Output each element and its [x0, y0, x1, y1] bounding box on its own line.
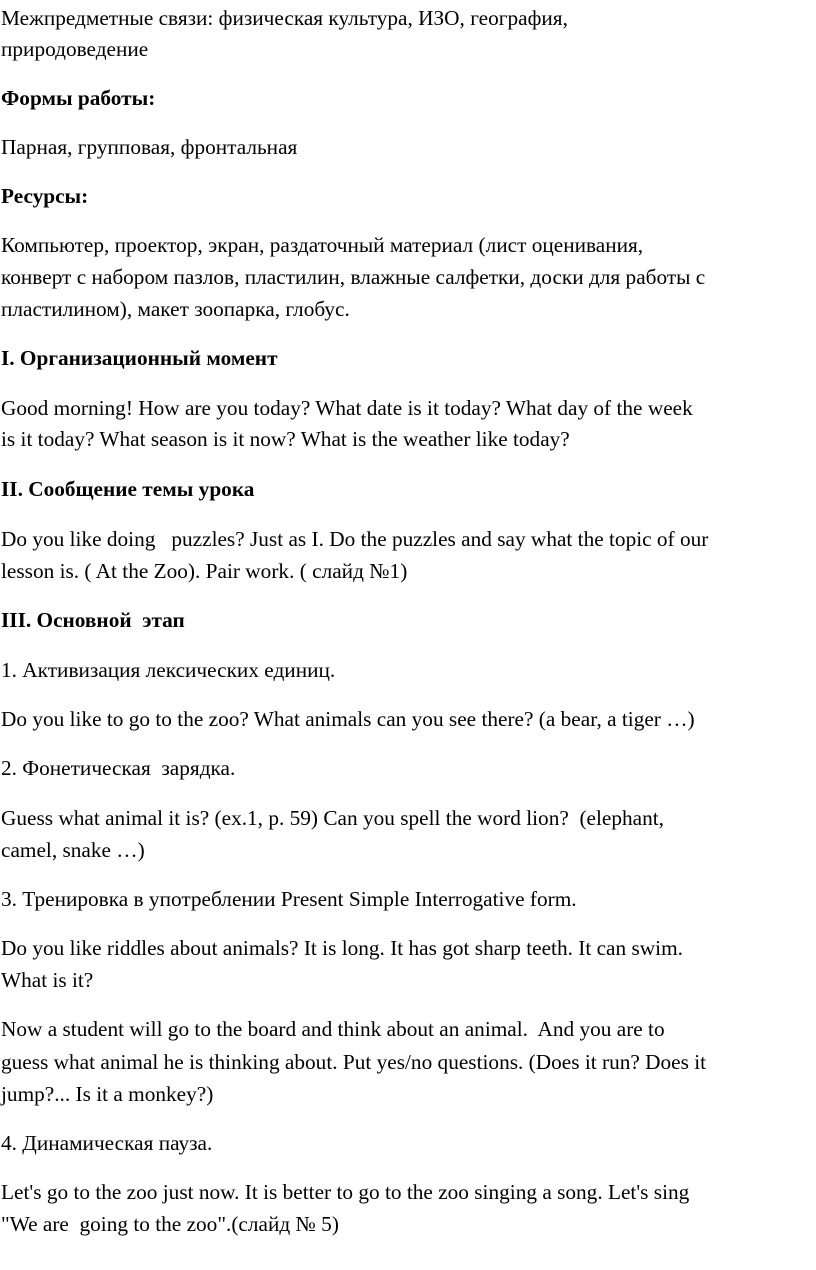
interdisciplinary-links-line-2: природоведение — [1, 37, 149, 61]
section-3-heading: III. Основной этап — [1, 608, 185, 632]
step-2-text-line-1: Guess what animal it is? (ex.1, p. 59) Can you spell the word lion? (elephant, — [1, 806, 665, 830]
step-2-text-line-2: camel, snake …) — [1, 838, 145, 862]
resources-text-line-2: конверт с набором пазлов, пластилин, влажные салфетки, доски для работы с — [1, 265, 706, 289]
section-2-text-line-2: lesson is. ( At the Zoo). Pair work. ( слайд №1) — [1, 559, 408, 583]
step-3-text-line-2: What is it? — [1, 968, 94, 992]
work-forms-text: Парная, групповая, фронтальная — [1, 135, 298, 159]
section-2-text-line-1: Do you like doing puzzles? Just as I. Do the puzzles and say what the topic of our — [1, 527, 709, 551]
step-4-text-line-2: "We are going to the zoo".(слайд № 5) — [1, 1212, 339, 1236]
step-1-text: Do you like to go to the zoo? What animals can you see there? (a bear, a tiger …) — [1, 707, 695, 731]
step-3-text-line-1: Do you like riddles about animals? It is long. It has got sharp teeth. It can swim. — [1, 936, 683, 960]
step-3-game-line-2: guess what animal he is thinking about. Put yes/no questions. (Does it run? Does it — [1, 1050, 707, 1074]
step-3-heading: 3. Тренировка в употреблении Present Simple Interrogative form. — [1, 887, 577, 911]
resources-text-line-3: пластилином), макет зоопарка, глобус. — [1, 297, 350, 321]
step-4-text-line-1: Let's go to the zoo just now. It is better to go to the zoo singing a song. Let's sing — [1, 1180, 690, 1204]
resources-text-line-1: Компьютер, проектор, экран, раздаточный материал (лист оценивания, — [1, 233, 644, 257]
step-4-heading: 4. Динамическая пауза. — [1, 1131, 213, 1155]
section-1-text-line-1: Good morning! How are you today? What date is it today? What day of the week — [1, 396, 693, 420]
step-2-heading: 2. Фонетическая зарядка. — [1, 756, 236, 780]
interdisciplinary-links-line-1: Межпредметные связи: физическая культура, ИЗО, география, — [1, 6, 568, 30]
section-2-heading: II. Сообщение темы урока — [1, 477, 255, 501]
section-1-text-line-2: is it today? What season is it now? What is the weather like today? — [1, 427, 570, 451]
step-1-heading: 1. Активизация лексических единиц. — [1, 658, 336, 682]
work-forms-heading: Формы работы: — [1, 86, 156, 110]
section-1-heading: I. Организационный момент — [1, 346, 278, 370]
step-3-game-line-1: Now a student will go to the board and think about an animal. And you are to — [1, 1017, 665, 1041]
step-3-game-line-3: jump?... Is it a monkey?) — [1, 1082, 214, 1106]
resources-heading: Ресурсы: — [1, 184, 89, 208]
